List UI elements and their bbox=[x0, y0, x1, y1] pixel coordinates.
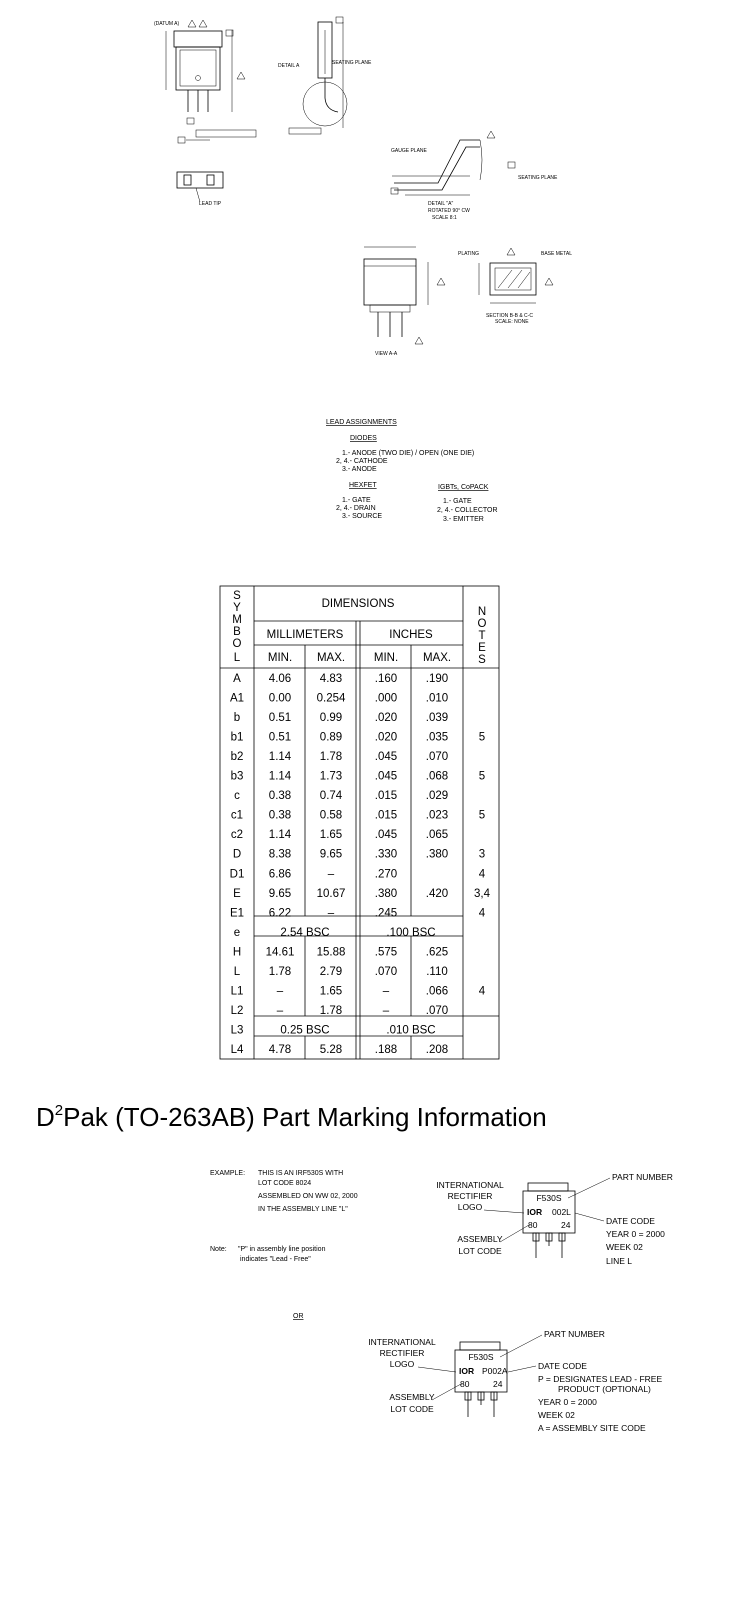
table-cell-in-max: .010 bbox=[425, 692, 449, 705]
table-cell-in-bsc: .010 BSC bbox=[386, 1024, 436, 1037]
table-cell-sym: D1 bbox=[229, 868, 245, 881]
table-cell-sym: b2 bbox=[230, 751, 244, 763]
table-cell-in-min: .045 bbox=[374, 770, 398, 783]
inches-header: INCHES bbox=[389, 629, 433, 641]
rotated-label: ROTATED 90° CW bbox=[428, 208, 470, 214]
pkg1-ir-logo-line-3: LOGO bbox=[457, 1202, 483, 1212]
table-cell-note: 3,4 bbox=[474, 887, 490, 900]
table-cell-mm-min: 9.65 bbox=[268, 887, 292, 900]
table-cell-in-min: .045 bbox=[374, 829, 398, 842]
table-cell-mm-max: – bbox=[327, 907, 335, 920]
table-cell-mm-min: 0.38 bbox=[268, 790, 292, 803]
table-cell-in-max: .070 bbox=[425, 751, 449, 763]
pkg1-date-line-3: WEEK 02 bbox=[606, 1242, 643, 1252]
seating-plane-label: SEATING PLANE bbox=[332, 60, 372, 66]
pkg2-ir-logo-line-3: LOGO bbox=[389, 1359, 415, 1369]
symbol-header-b: B bbox=[233, 626, 241, 638]
table-cell-sym: A bbox=[233, 672, 241, 685]
pkg2-ir-logo-line-1: INTERNATIONAL bbox=[368, 1337, 436, 1347]
pkg1-lot: 80 bbox=[528, 1220, 538, 1230]
diodes-line-2: 2, 4.- CATHODE bbox=[336, 458, 388, 465]
table-cell-mm-min: 6.86 bbox=[268, 868, 292, 881]
table-cell-in-min: .270 bbox=[374, 868, 398, 881]
example-line-2: LOT CODE 8024 bbox=[258, 1180, 312, 1187]
lead-tip-label: LEAD TIP bbox=[199, 201, 222, 207]
table-cell-in-max: .380 bbox=[425, 848, 449, 861]
table-cell-mm-min: 1.14 bbox=[268, 770, 292, 783]
gauge-plane-label: GAUGE PLANE bbox=[391, 148, 427, 154]
pkg2-date-line-4: YEAR 0 = 2000 bbox=[538, 1397, 597, 1407]
mm-min-header: MIN. bbox=[267, 652, 293, 664]
title-rest: Pak (TO-263AB) Part Marking Information bbox=[63, 1102, 547, 1132]
table-cell-in-max: .208 bbox=[425, 1044, 449, 1057]
pkg1-ior-logo: IOR bbox=[527, 1207, 543, 1217]
scale-label: SCALE 8:1 bbox=[432, 215, 457, 221]
table-cell-mm-max: 2.79 bbox=[319, 966, 343, 978]
table-cell-sym: L4 bbox=[230, 1044, 244, 1057]
lead-assignments bbox=[326, 419, 498, 523]
table-cell-mm-min: – bbox=[276, 985, 284, 998]
table-cell-mm-min: 4.78 bbox=[268, 1044, 292, 1057]
table-cell-note: 4 bbox=[478, 868, 486, 881]
pkg1-assembly-line-2: LOT CODE bbox=[458, 1246, 502, 1256]
table-cell-mm-max: – bbox=[327, 868, 335, 881]
table-cell-in-min: .245 bbox=[374, 907, 398, 920]
igbt-line-2: 2, 4.- COLLECTOR bbox=[437, 507, 498, 514]
table-cell-note: 5 bbox=[478, 770, 486, 783]
table-cell-in-min: .015 bbox=[374, 790, 398, 803]
table-cell-sym: E1 bbox=[229, 907, 245, 920]
table-cell-in-min: .070 bbox=[374, 966, 398, 978]
table-cell-mm-min: 1.14 bbox=[268, 829, 292, 842]
note-line-1: "P" in assembly line position bbox=[238, 1246, 326, 1253]
note-line-2: indicates "Lead - Free" bbox=[240, 1256, 311, 1263]
table-cell-sym: c2 bbox=[230, 829, 244, 842]
pkg1-date-line-1: DATE CODE bbox=[606, 1216, 655, 1226]
pkg1-ir-logo-line-1: INTERNATIONAL bbox=[436, 1180, 504, 1190]
table-cell-in-max: .110 bbox=[426, 966, 448, 978]
pkg2-assembly-line-2: LOT CODE bbox=[390, 1404, 434, 1414]
table-cell-mm-min: 0.51 bbox=[268, 731, 292, 744]
table-cell-in-max: .190 bbox=[425, 672, 449, 685]
outline-view-aa bbox=[364, 247, 445, 357]
pkg2-lot: 80 bbox=[460, 1379, 470, 1389]
scale-none-label: SCALE: NONE bbox=[495, 319, 529, 325]
table-cell-in-min: – bbox=[382, 985, 390, 998]
table-cell-in-max: .066 bbox=[425, 985, 449, 998]
table-cell-in-min: .575 bbox=[374, 946, 398, 959]
table-cell-sym: c bbox=[234, 790, 240, 803]
table-cell-in-min: .020 bbox=[374, 731, 398, 744]
pkg2-ior-logo: IOR bbox=[459, 1366, 475, 1376]
table-cell-mm-max: 1.78 bbox=[319, 1005, 343, 1018]
marking-package-1 bbox=[436, 1172, 673, 1266]
notes-header-s: S bbox=[478, 654, 486, 666]
table-cell-in-min: .000 bbox=[374, 692, 398, 705]
table-cell-in-min: .380 bbox=[374, 887, 398, 900]
marking-example-text bbox=[210, 1170, 358, 1320]
marking-package-2 bbox=[368, 1329, 662, 1433]
hexfet-heading: HEXFET bbox=[349, 482, 377, 489]
table-cell-in-max: .039 bbox=[425, 711, 449, 724]
pkg1-part-number: F530S bbox=[536, 1193, 562, 1203]
table-cell-in-max: .420 bbox=[425, 887, 449, 900]
table-cell-mm-bsc: 2.54 BSC bbox=[280, 926, 330, 939]
table-cell-mm-min: – bbox=[276, 1005, 284, 1018]
outline-section-bb bbox=[458, 248, 572, 325]
table-cell-in-max: .625 bbox=[425, 946, 449, 959]
table-cell-in-max: .070 bbox=[425, 1005, 449, 1018]
outline-side-view bbox=[278, 17, 372, 134]
outline-top-view bbox=[154, 20, 256, 143]
view-aa-caption: VIEW A-A bbox=[375, 351, 398, 357]
hexfet-line-2: 2, 4.- DRAIN bbox=[336, 505, 376, 512]
part-marking-title bbox=[36, 1102, 547, 1133]
pkg2-date-line-1: DATE CODE bbox=[538, 1361, 587, 1371]
table-cell-mm-max: 1.78 bbox=[319, 751, 343, 763]
table-cell-in-min: .015 bbox=[374, 809, 398, 822]
pkg2-week: 24 bbox=[493, 1379, 503, 1389]
table-cell-sym: A1 bbox=[229, 692, 245, 705]
pkg2-part-number-label: PART NUMBER bbox=[544, 1329, 605, 1339]
igbt-heading: IGBTs, CoPACK bbox=[438, 484, 489, 491]
table-cell-in-max: .065 bbox=[425, 829, 449, 842]
diodes-line-3: 3.- ANODE bbox=[342, 466, 377, 473]
diodes-heading: DIODES bbox=[350, 435, 377, 442]
table-cell-mm-max: 0.254 bbox=[316, 692, 346, 705]
table-cell-mm-min: 0.38 bbox=[268, 809, 292, 822]
example-line-4: IN THE ASSEMBLY LINE "L" bbox=[258, 1206, 348, 1213]
table-cell-in-min: .045 bbox=[374, 751, 398, 763]
datum-a-label: (DATUM A) bbox=[154, 21, 180, 27]
table-cell-in-bsc: .100 BSC bbox=[386, 926, 436, 939]
pkg1-date-line-4: LINE L bbox=[606, 1256, 632, 1266]
symbol-header-o: O bbox=[232, 638, 242, 650]
table-cell-sym: L1 bbox=[230, 985, 244, 998]
table-cell-sym: b1 bbox=[230, 731, 244, 744]
diodes-line-1: 1.- ANODE (TWO DIE) / OPEN (ONE DIE) bbox=[342, 450, 475, 457]
pkg2-date-line-2: P = DESIGNATES LEAD - FREE bbox=[538, 1374, 663, 1384]
lead-assignments-title: LEAD ASSIGNMENTS bbox=[326, 419, 397, 426]
symbol-header-y: Y bbox=[233, 602, 241, 614]
symbol-header-l: L bbox=[233, 652, 241, 664]
symbol-header-m: M bbox=[232, 614, 242, 626]
table-cell-mm-max: 0.74 bbox=[319, 790, 343, 803]
table-cell-sym: c1 bbox=[230, 809, 244, 822]
pkg1-part-number-label: PART NUMBER bbox=[612, 1172, 673, 1182]
example-line-3: ASSEMBLED ON WW 02, 2000 bbox=[258, 1193, 358, 1200]
plating-label: PLATING bbox=[458, 251, 480, 257]
pkg2-date-line-6: A = ASSEMBLY SITE CODE bbox=[538, 1423, 646, 1433]
table-cell-sym: L2 bbox=[230, 1005, 244, 1018]
hexfet-line-3: 3.- SOURCE bbox=[342, 513, 383, 520]
table-cell-mm-max: 1.73 bbox=[319, 770, 343, 783]
hexfet-line-1: 1.- GATE bbox=[342, 497, 371, 504]
notes-header-e: E bbox=[478, 642, 486, 654]
table-cell-in-min: .188 bbox=[374, 1044, 398, 1057]
table-cell-mm-max: 1.65 bbox=[319, 829, 343, 842]
table-cell-sym: b bbox=[233, 711, 241, 724]
table-cell-note: 5 bbox=[478, 731, 486, 744]
detail-a-caption: DETAIL "A" bbox=[428, 201, 454, 207]
symbol-header-s: S bbox=[233, 590, 241, 602]
table-cell-sym: e bbox=[233, 926, 241, 939]
outline-front-small bbox=[177, 172, 223, 207]
base-metal-label: BASE METAL bbox=[541, 251, 573, 257]
table-cell-mm-min: 14.61 bbox=[265, 946, 295, 959]
pkg2-part-number: F530S bbox=[468, 1352, 494, 1362]
title-superscript: 2 bbox=[54, 1102, 64, 1119]
table-cell-mm-max: 0.99 bbox=[319, 711, 343, 724]
table-cell-sym: D bbox=[232, 848, 242, 861]
table-cell-mm-min: 6.22 bbox=[268, 907, 292, 920]
note-label: Note: bbox=[210, 1246, 227, 1253]
table-cell-mm-min: 1.14 bbox=[268, 751, 292, 763]
igbt-line-3: 3.- EMITTER bbox=[443, 516, 484, 523]
table-cell-sym: L bbox=[233, 966, 241, 978]
dimensions-header: DIMENSIONS bbox=[321, 598, 395, 610]
pkg2-ir-logo-line-2: RECTIFIER bbox=[379, 1348, 425, 1358]
table-cell-sym: H bbox=[232, 946, 242, 959]
pkg1-date-code: 002L bbox=[552, 1207, 571, 1217]
table-cell-mm-max: 0.58 bbox=[319, 809, 343, 822]
table-cell-in-min: .330 bbox=[374, 848, 398, 861]
pkg1-date-line-2: YEAR 0 = 2000 bbox=[606, 1229, 665, 1239]
title-d: D bbox=[36, 1102, 55, 1132]
table-cell-mm-max: 5.28 bbox=[319, 1044, 343, 1057]
table-cell-in-max: .029 bbox=[425, 790, 449, 803]
example-label: EXAMPLE: bbox=[210, 1170, 246, 1177]
table-cell-mm-min: 0.51 bbox=[268, 711, 292, 724]
table-cell-in-max: .068 bbox=[425, 770, 449, 783]
table-cell-note: 5 bbox=[478, 809, 486, 822]
pkg1-assembly-line-1: ASSEMBLY bbox=[457, 1234, 503, 1244]
outline-detail-a bbox=[391, 131, 558, 221]
pkg2-date-code: P002A bbox=[482, 1366, 508, 1376]
table-cell-mm-min: 8.38 bbox=[268, 848, 292, 861]
seating-plane-label-2: SEATING PLANE bbox=[518, 175, 558, 181]
table-cell-note: 3 bbox=[478, 848, 486, 861]
table-cell-mm-min: 4.06 bbox=[268, 672, 292, 685]
notes-header-t: T bbox=[478, 630, 486, 642]
pkg2-date-line-3: PRODUCT (OPTIONAL) bbox=[558, 1384, 651, 1394]
millimeters-header: MILLIMETERS bbox=[266, 629, 344, 641]
pkg2-assembly-line-1: ASSEMBLY bbox=[389, 1392, 435, 1402]
table-cell-mm-min: 1.78 bbox=[268, 966, 292, 978]
table-cell-sym: L3 bbox=[230, 1024, 244, 1037]
table-cell-mm-max: 4.83 bbox=[319, 672, 343, 685]
notes-header-o: O bbox=[477, 618, 487, 630]
detail-a-label: DETAIL A bbox=[278, 63, 300, 69]
section-caption: SECTION B-B & C-C bbox=[486, 313, 533, 319]
pkg1-week: 24 bbox=[561, 1220, 571, 1230]
table-cell-sym: E bbox=[233, 887, 241, 900]
in-max-header: MAX. bbox=[422, 652, 452, 664]
igbt-line-1: 1.- GATE bbox=[443, 498, 472, 505]
table-cell-mm-bsc: 0.25 BSC bbox=[280, 1024, 330, 1037]
table-cell-in-max: .023 bbox=[425, 809, 449, 822]
table-cell-mm-max: 15.88 bbox=[316, 946, 346, 959]
table-cell-note: 4 bbox=[478, 985, 486, 998]
table-cell-mm-min: 0.00 bbox=[268, 692, 292, 705]
table-cell-in-min: .020 bbox=[374, 711, 398, 724]
table-cell-mm-max: 9.65 bbox=[319, 848, 343, 861]
table-cell-in-min: – bbox=[382, 1005, 390, 1018]
dimensions-table bbox=[220, 586, 499, 1059]
notes-header-n: N bbox=[477, 606, 487, 618]
table-cell-mm-max: 10.67 bbox=[316, 887, 346, 900]
pkg1-ir-logo-line-2: RECTIFIER bbox=[447, 1191, 493, 1201]
mm-max-header: MAX. bbox=[316, 652, 346, 664]
table-cell-in-min: .160 bbox=[374, 672, 398, 685]
example-line-1: THIS IS AN IRF530S WITH bbox=[258, 1170, 344, 1177]
in-min-header: MIN. bbox=[373, 652, 399, 664]
table-cell-note: 4 bbox=[478, 907, 486, 920]
pkg2-date-line-5: WEEK 02 bbox=[538, 1410, 575, 1420]
or-label: OR bbox=[293, 1313, 304, 1320]
table-cell-in-max: .035 bbox=[425, 731, 449, 744]
table-cell-mm-max: 1.65 bbox=[319, 985, 343, 998]
table-cell-mm-max: 0.89 bbox=[319, 731, 343, 744]
table-cell-sym: b3 bbox=[230, 770, 244, 783]
